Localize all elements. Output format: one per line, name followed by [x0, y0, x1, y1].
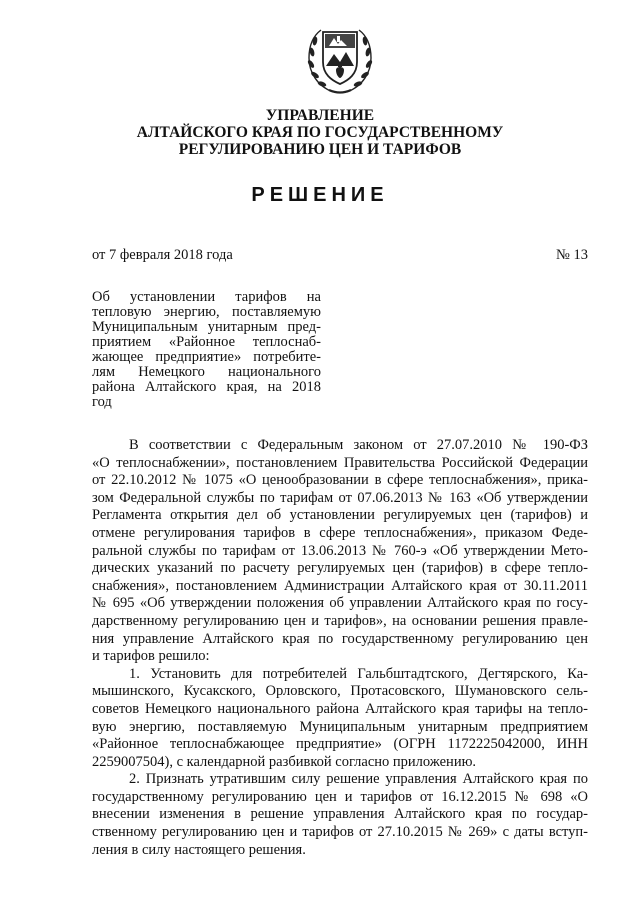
body-line: Регламента открытия дел об установлении регулируемых цен (тарифов) и [92, 507, 588, 524]
coat-of-arms-icon [303, 22, 377, 96]
body-line: № 695 «Об утверждении положения об управлении Алтайского края по госу- [92, 595, 588, 612]
body-line: снабжения», постановлением Администрации Алтайского края от 30.11.2011 [92, 577, 588, 594]
body-line: ральной службы по тарифам от 13.06.2013 № 760-э «Об утверждении Мето- [92, 542, 588, 559]
document-subject [92, 290, 321, 410]
subject-line: жающее предприятие» потребите- [92, 349, 321, 365]
body-line: государственному регулированию цен и тарифов от 16.12.2015 № 698 «О [92, 788, 588, 805]
body-line: внесении изменения в решение управления Алтайского края по государ- [92, 806, 588, 823]
body-line: 1. Установить для потребителей Гальбштадтского, Дегтярского, Ка- [129, 665, 588, 682]
organization-line: АЛТАЙСКОГО КРАЯ ПО ГОСУДАРСТВЕННОМУ [136, 124, 504, 141]
document-number: № 13 [556, 247, 588, 263]
organization-line: РЕГУЛИРОВАНИЮ ЦЕН И ТАРИФОВ [178, 141, 462, 158]
body-line: от 22.10.2012 № 1075 «О ценообразовании в сфере теплоснабжения», прика- [92, 472, 588, 489]
subject-line: лям Немецкого национального [92, 364, 321, 380]
body-line: и тарифов решило: [92, 648, 210, 665]
document-date: от 7 февраля 2018 года [92, 247, 233, 263]
body-line: зом Федеральной службы по тарифам от 07.06.2013 № 163 «Об утверждении [92, 489, 588, 506]
organization-line: УПРАВЛЕНИЕ [265, 107, 375, 124]
subject-line: год [92, 394, 112, 410]
document-body [92, 437, 588, 859]
subject-line: Муниципальным унитарным пред- [92, 319, 321, 335]
body-line: вую энергию, поставляемую Муниципальным унитарным предприятием [92, 718, 588, 735]
subject-line: района Алтайского края, на 2018 [92, 379, 321, 395]
body-line: «Районное теплоснабжающее предприятие» (ОГРН 1172225042000, ИНН [92, 736, 588, 753]
body-line: мышинского, Кусакского, Орловского, Протасовского, Шумановского сель- [92, 683, 588, 700]
subject-line: тепловую энергию, поставляемую [92, 304, 321, 320]
body-line: 2. Признать утратившим силу решение управления Алтайского края по [129, 771, 588, 788]
body-line: «О теплоснабжении», постановлением Правительства Российской Федерации [92, 454, 588, 471]
body-line: отмене регулирования тарифов в сфере теплоснабжения», приказом Феде- [92, 524, 588, 541]
body-line: дарственному регулированию цен и тарифов», на основании решения правле- [92, 612, 588, 629]
subject-line: приятием «Районное теплоснаб- [92, 334, 321, 350]
body-line: дических указаний по расчету регулируемых цен (тарифов) в сфере тепло- [92, 560, 588, 577]
body-line: ственному регулированию цен и тарифов от 27.10.2015 № 269» с даты вступ- [92, 824, 588, 841]
organization-name [0, 107, 640, 158]
body-line: ния управление Алтайского края по государственному регулированию цен [92, 630, 588, 647]
body-line: ления в силу настоящего решения. [92, 841, 306, 858]
subject-line: Об установлении тарифов на [92, 289, 321, 305]
document-title: РЕШЕНИЕ [251, 184, 389, 206]
body-line: советов Немецкого национального района Алтайского края тарифы на тепло- [92, 700, 588, 717]
body-line: В соответствии с Федеральным законом от 27.07.2010 № 190-ФЗ [129, 437, 588, 453]
body-line: 2259007504), с календарной разбивкой согласно приложению. [92, 753, 477, 770]
